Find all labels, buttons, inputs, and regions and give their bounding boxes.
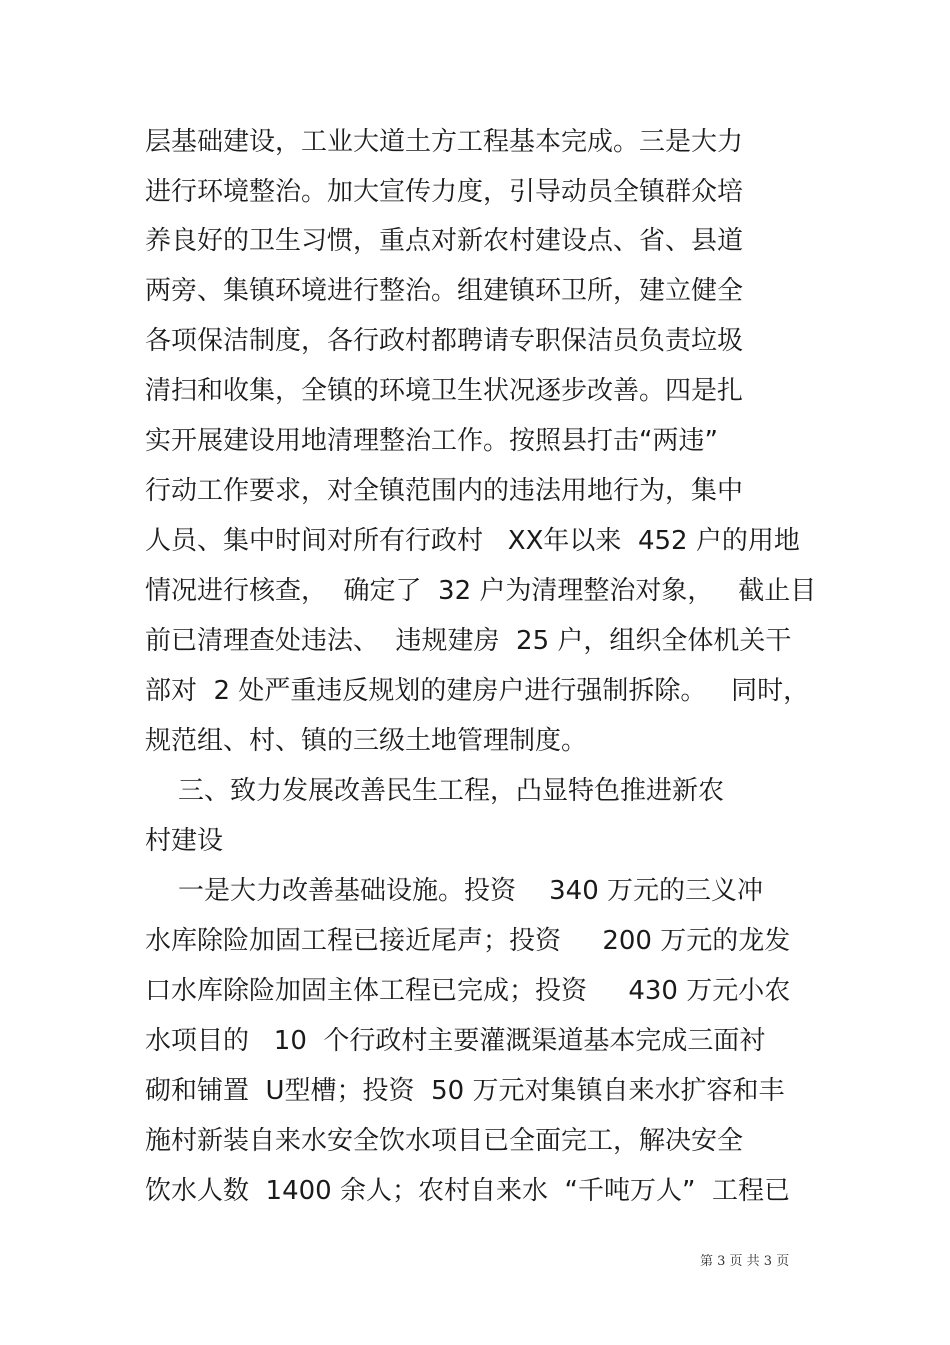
text-line: 清扫和收集，全镇的环境卫生状况逐步改善。四是扎 (145, 376, 744, 406)
text-line: 施村新装自来水安全饮水项目已全面完工，解决安全 (145, 1126, 744, 1156)
text-line: 实开展建设用地清理整治工作。按照县打击“两违” (145, 426, 718, 456)
text-line: 人员、集中时间对所有行政村 XX年以来 452 户的用地 (145, 526, 800, 556)
text-line: 饮水人数 1400 余人；农村自来水 “千吨万人” 工程已 (145, 1176, 790, 1206)
section-heading-continuation: 村建设 (145, 826, 224, 856)
section-heading: 三、致力发展改善民生工程，凸显特色推进新农 (145, 776, 725, 806)
text-line: 情况进行核查， 确定了 32 户为清理整治对象， 截止目 (145, 576, 817, 606)
text-line: 前已清理查处违法、 违规建房 25 户，组织全体机关干 (145, 626, 792, 656)
text-line: 部对 2 处严重违反规划的建房户进行强制拆除。 同时， (145, 676, 810, 706)
text-line: 各项保洁制度，各行政村都聘请专职保洁员负责垃圾 (145, 326, 744, 356)
text-line: 口水库除险加固主体工程已完成；投资 430 万元小农 (145, 976, 791, 1006)
text-line: 水项目的 10 个行政村主要灌溉渠道基本完成三面衬 (145, 1026, 766, 1056)
text-line: 养良好的卫生习惯，重点对新农村建设点、省、县道 (145, 226, 744, 256)
text-line: 砌和铺置 U型槽；投资 50 万元对集镇自来水扩容和丰 (145, 1076, 785, 1106)
text-line: 行动工作要求，对全镇范围内的违法用地行为，集中 (145, 476, 744, 506)
text-line: 两旁、集镇环境进行整治。组建镇环卫所，建立健全 (145, 276, 744, 306)
text-line: 一是大力改善基础设施。投资 340 万元的三义冲 (145, 876, 764, 906)
page-number: 第 3 页 共 3 页 (700, 1254, 790, 1269)
text-line: 进行环境整治。加大宣传力度，引导动员全镇群众培 (145, 177, 744, 207)
text-line: 层基础建设，工业大道土方工程基本完成。三是大力 (145, 127, 744, 157)
text-line: 水库除险加固工程已接近尾声；投资 200 万元的龙发 (145, 926, 791, 956)
text-line: 规范组、村、镇的三级土地管理制度。 (145, 726, 588, 756)
